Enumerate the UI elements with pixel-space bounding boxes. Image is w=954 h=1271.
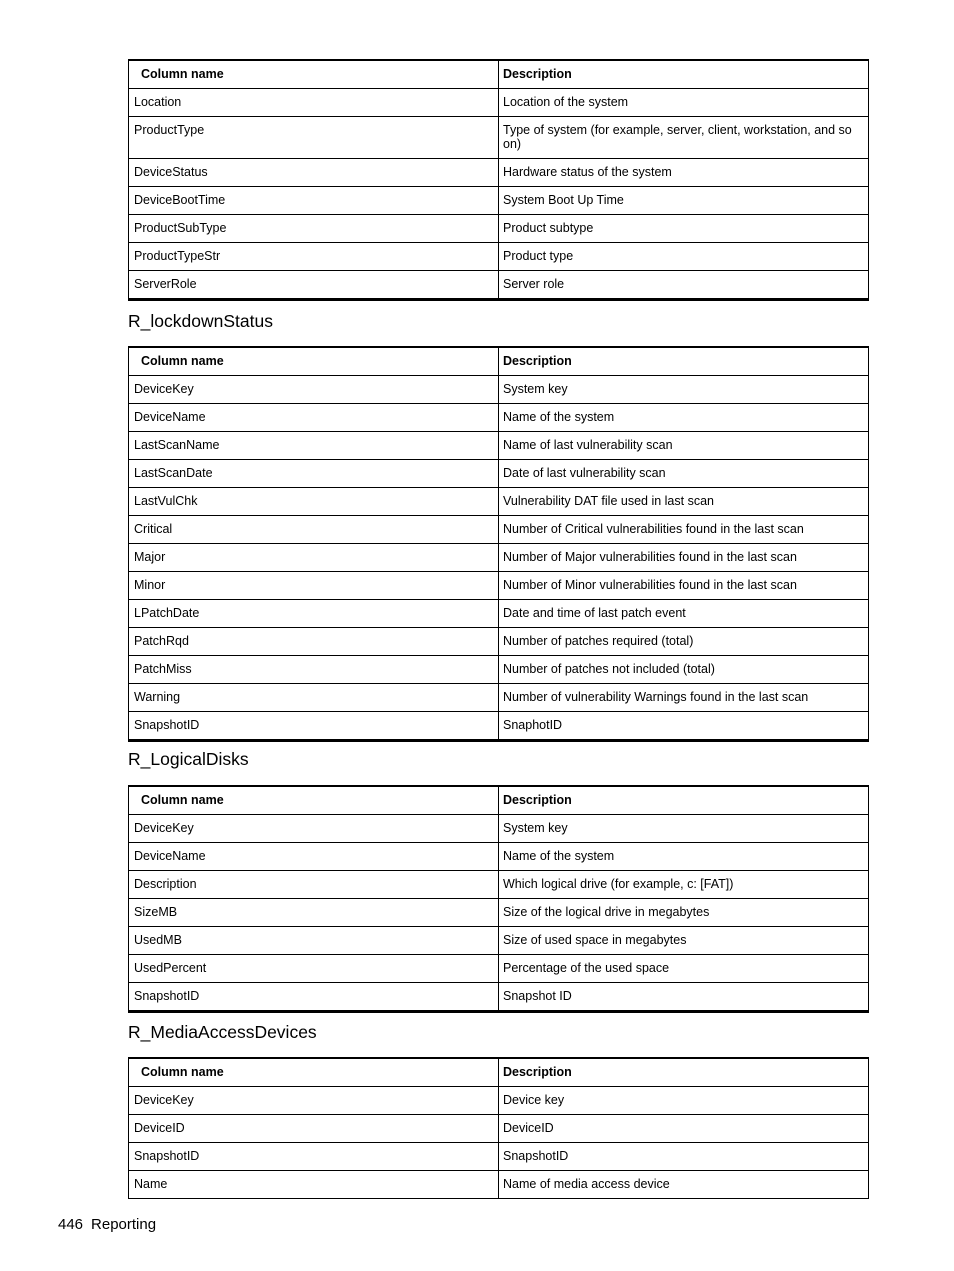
- cell-description: DeviceID: [499, 1115, 869, 1143]
- cell-column-name: ProductTypeStr: [129, 243, 499, 271]
- cell-column-name: Warning: [129, 684, 499, 712]
- cell-column-name: PatchMiss: [129, 656, 499, 684]
- cell-column-name: DeviceKey: [129, 1087, 499, 1115]
- table-row: [129, 843, 869, 871]
- table-row: [129, 684, 869, 712]
- cell-column-name: Minor: [129, 572, 499, 600]
- cell-description: Name of last vulnerability scan: [499, 432, 869, 460]
- cell-description: Size of the logical drive in megabytes: [499, 899, 869, 927]
- header-column-name: Column name: [129, 786, 499, 815]
- cell-column-name: Description: [129, 871, 499, 899]
- header-column-name: Column name: [129, 347, 499, 376]
- cell-column-name: ProductType: [129, 117, 499, 159]
- table-row: [129, 1087, 869, 1115]
- header-description: Description: [499, 1058, 869, 1087]
- table-row: [129, 488, 869, 516]
- cell-description: Hardware status of the system: [499, 159, 869, 187]
- cell-description: Percentage of the used space: [499, 955, 869, 983]
- table-row: [129, 215, 869, 243]
- section-title-logical-disks: R_LogicalDisks: [128, 749, 249, 769]
- table-row: [129, 712, 869, 741]
- section-title-media-access-devices: R_MediaAccessDevices: [128, 1022, 317, 1042]
- table-header-row: [129, 347, 869, 376]
- table-row: [129, 187, 869, 215]
- cell-column-name: DeviceKey: [129, 815, 499, 843]
- column-table-system-info: [128, 59, 869, 301]
- table-row: [129, 544, 869, 572]
- cell-description: System Boot Up Time: [499, 187, 869, 215]
- table-row: [129, 899, 869, 927]
- table-row: [129, 572, 869, 600]
- cell-description: Product type: [499, 243, 869, 271]
- header-description: Description: [499, 347, 869, 376]
- cell-description: Type of system (for example, server, client, workstation, and so on): [499, 117, 869, 159]
- cell-description: Snapshot ID: [499, 983, 869, 1012]
- cell-column-name: Critical: [129, 516, 499, 544]
- table-row: [129, 376, 869, 404]
- cell-column-name: UsedPercent: [129, 955, 499, 983]
- cell-description: SnaphotID: [499, 712, 869, 741]
- cell-column-name: ProductSubType: [129, 215, 499, 243]
- cell-column-name: DeviceName: [129, 404, 499, 432]
- cell-description: Which logical drive (for example, c: [FAT]): [499, 871, 869, 899]
- table-row: [129, 432, 869, 460]
- cell-column-name: LastVulChk: [129, 488, 499, 516]
- cell-column-name: UsedMB: [129, 927, 499, 955]
- table-row: [129, 243, 869, 271]
- cell-column-name: SnapshotID: [129, 983, 499, 1012]
- header-description: Description: [499, 60, 869, 89]
- page-number: 446: [58, 1216, 84, 1233]
- footer-section-name: Reporting: [91, 1216, 157, 1233]
- cell-description: Name of the system: [499, 404, 869, 432]
- table-row: [129, 460, 869, 488]
- cell-description: Date and time of last patch event: [499, 600, 869, 628]
- cell-description: SnapshotID: [499, 1143, 869, 1171]
- cell-column-name: Name: [129, 1171, 499, 1199]
- cell-description: Size of used space in megabytes: [499, 927, 869, 955]
- cell-description: Name of the system: [499, 843, 869, 871]
- header-column-name: Column name: [129, 1058, 499, 1087]
- cell-column-name: LastScanName: [129, 432, 499, 460]
- header-description: Description: [499, 786, 869, 815]
- table-header-row: [129, 1058, 869, 1087]
- cell-column-name: SizeMB: [129, 899, 499, 927]
- table-row: [129, 271, 869, 300]
- section-title-lockdown-status: R_lockdownStatus: [128, 311, 273, 331]
- cell-description: Number of vulnerability Warnings found in the last scan: [499, 684, 869, 712]
- table-row: [129, 983, 869, 1012]
- column-table-logical-disks: [128, 785, 869, 1013]
- table-row: [129, 1171, 869, 1199]
- cell-column-name: PatchRqd: [129, 628, 499, 656]
- table-row: [129, 628, 869, 656]
- cell-column-name: ServerRole: [129, 271, 499, 300]
- cell-description: Number of Critical vulnerabilities found in the last scan: [499, 516, 869, 544]
- cell-column-name: Major: [129, 544, 499, 572]
- cell-column-name: DeviceBootTime: [129, 187, 499, 215]
- table-row: [129, 404, 869, 432]
- column-table-media-access-devices: [128, 1057, 869, 1199]
- cell-description: Number of patches required (total): [499, 628, 869, 656]
- cell-column-name: DeviceName: [129, 843, 499, 871]
- cell-description: Device key: [499, 1087, 869, 1115]
- table-row: [129, 117, 869, 159]
- table-row: [129, 600, 869, 628]
- cell-description: Vulnerability DAT file used in last scan: [499, 488, 869, 516]
- table-row: [129, 955, 869, 983]
- cell-column-name: SnapshotID: [129, 712, 499, 741]
- cell-description: Number of Minor vulnerabilities found in the last scan: [499, 572, 869, 600]
- cell-description: Date of last vulnerability scan: [499, 460, 869, 488]
- cell-description: Name of media access device: [499, 1171, 869, 1199]
- page-footer: [58, 1216, 156, 1234]
- cell-column-name: LastScanDate: [129, 460, 499, 488]
- column-table-lockdown-status: [128, 346, 869, 742]
- cell-column-name: SnapshotID: [129, 1143, 499, 1171]
- table-header-row: [129, 60, 869, 89]
- table-header-row: [129, 786, 869, 815]
- table-row: [129, 516, 869, 544]
- header-column-name: Column name: [129, 60, 499, 89]
- table-row: [129, 656, 869, 684]
- cell-description: Product subtype: [499, 215, 869, 243]
- table-row: [129, 1143, 869, 1171]
- table-row: [129, 927, 869, 955]
- cell-column-name: Location: [129, 89, 499, 117]
- table-row: [129, 89, 869, 117]
- table-row: [129, 815, 869, 843]
- table-row: [129, 159, 869, 187]
- table-row: [129, 1115, 869, 1143]
- cell-description: Number of Major vulnerabilities found in the last scan: [499, 544, 869, 572]
- cell-column-name: LPatchDate: [129, 600, 499, 628]
- cell-column-name: DeviceStatus: [129, 159, 499, 187]
- cell-column-name: DeviceKey: [129, 376, 499, 404]
- cell-column-name: DeviceID: [129, 1115, 499, 1143]
- cell-description: Server role: [499, 271, 869, 300]
- cell-description: System key: [499, 376, 869, 404]
- table-row: [129, 871, 869, 899]
- cell-description: Number of patches not included (total): [499, 656, 869, 684]
- cell-description: System key: [499, 815, 869, 843]
- cell-description: Location of the system: [499, 89, 869, 117]
